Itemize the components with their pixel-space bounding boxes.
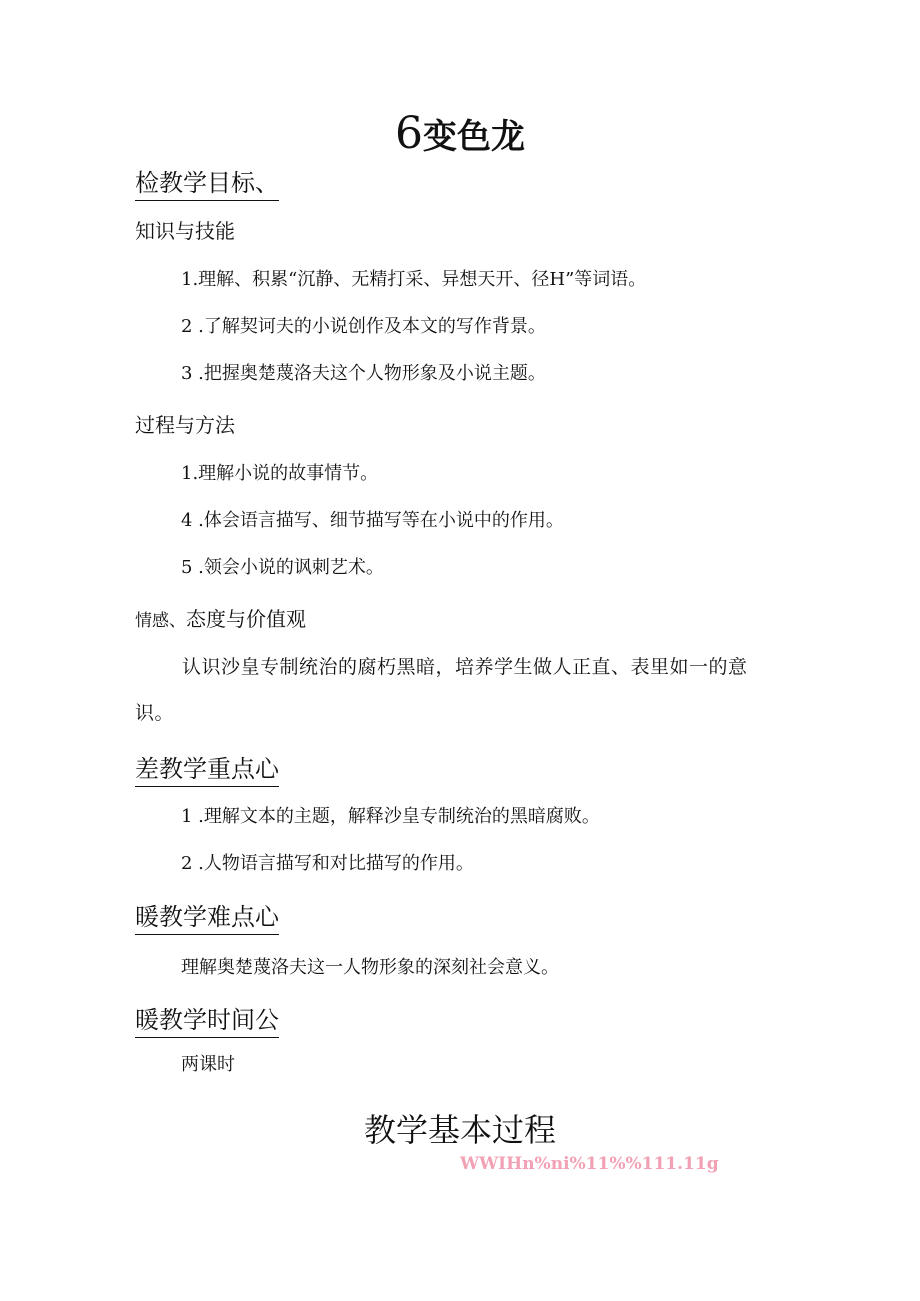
emotion-heading	[135, 604, 306, 636]
process-title: 教学基本过程	[363, 1111, 556, 1149]
knowledge-item-3: 3 .把握奥楚蔑洛夫这个人物形象及小说主题。	[181, 363, 546, 384]
key-point-item-2: 2 .人物语言描写和对比描写的作用。	[181, 853, 474, 874]
emotion-heading-prefix: 情感、	[135, 611, 186, 631]
emotion-heading-rest: 态度与价值观	[186, 607, 306, 631]
time-heading: 暖教学时间公	[135, 1003, 279, 1038]
time-text: 两课时	[181, 1054, 235, 1075]
watermark: WWIHn%ni%11%%111.11g	[460, 1154, 719, 1174]
knowledge-heading: 知识与技能	[135, 219, 235, 243]
objectives-heading: 检教学目标、	[135, 166, 279, 201]
difficulty-heading: 暖教学难点心	[135, 900, 279, 935]
process-item-3: 5 .领会小说的讽刺艺术。	[181, 557, 384, 578]
knowledge-item-1: 1.理解、积累“沉静、无精打采、异想天开、径H”等词语。	[181, 269, 647, 290]
page-title	[0, 108, 920, 163]
knowledge-item-2: 2 .了解契诃夫的小说创作及本文的写作背景。	[181, 316, 546, 337]
key-point-item-1: 1 .理解文本的主题，解释沙皇专制统治的黑暗腐败。	[181, 806, 600, 827]
process-item-2: 4 .体会语言描写、细节描写等在小说中的作用。	[181, 510, 564, 531]
process-heading: 过程与方法	[135, 413, 235, 437]
key-points-heading: 差教学重点心	[135, 752, 279, 787]
difficulty-text: 理解奥楚蔑洛夫这一人物形象的深刻社会意义。	[181, 957, 559, 978]
title-text: 变色龙	[423, 117, 525, 157]
title-number: 6	[395, 108, 423, 159]
emotion-paragraph: 认识沙皇专制统治的腐朽黑暗，培养学生做人正直、表里如一的意识。	[135, 656, 748, 724]
process-item-1: 1.理解小说的故事情节。	[181, 463, 379, 484]
